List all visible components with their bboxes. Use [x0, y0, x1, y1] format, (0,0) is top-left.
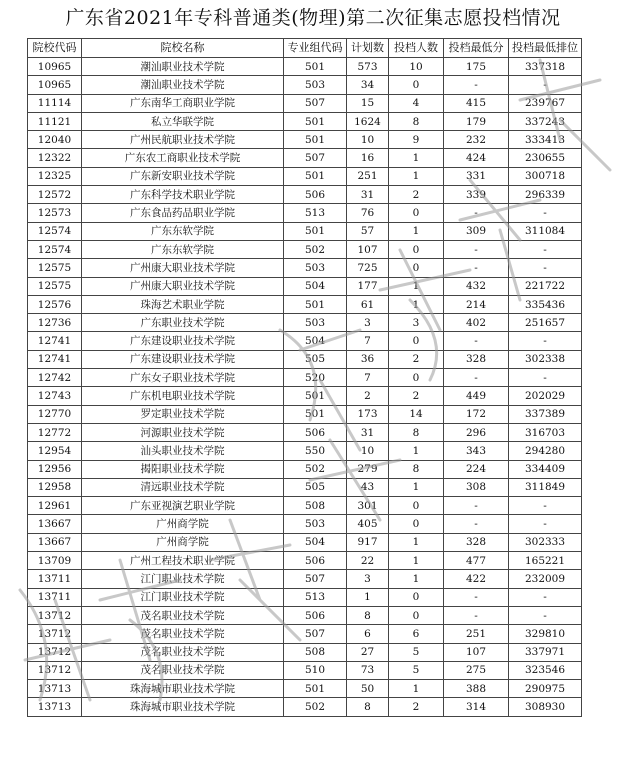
cell-school-code: 12742: [28, 369, 82, 387]
cell-major-group-code: 504: [284, 277, 347, 295]
cell-admitted-count: 8: [389, 423, 444, 441]
cell-school-code: 12772: [28, 423, 82, 441]
cell-min-score: 314: [444, 698, 509, 716]
cell-min-score: 328: [444, 350, 509, 368]
cell-school-code: 13667: [28, 515, 82, 533]
cell-min-rank: 333413: [509, 131, 582, 149]
table-row: [28, 515, 582, 533]
cell-admitted-count: 0: [389, 369, 444, 387]
cell-school-name: 广东食品药品职业学院: [82, 204, 284, 222]
cell-school-code: 12322: [28, 149, 82, 167]
cell-major-group-code: 510: [284, 661, 347, 679]
table-row: [28, 204, 582, 222]
cell-school-name: 茂名职业技术学院: [82, 643, 284, 661]
cell-min-score: 107: [444, 643, 509, 661]
cell-school-code: 13711: [28, 570, 82, 588]
cell-min-score: 477: [444, 552, 509, 570]
cell-min-rank: 302333: [509, 533, 582, 551]
cell-min-rank: 294280: [509, 442, 582, 460]
table-row: [28, 259, 582, 277]
cell-plan-count: 15: [347, 94, 389, 112]
table-row: [28, 131, 582, 149]
cell-major-group-code: 503: [284, 314, 347, 332]
cell-plan-count: 61: [347, 295, 389, 313]
cell-school-name: 潮汕职业技术学院: [82, 76, 284, 94]
cell-min-rank: 232009: [509, 570, 582, 588]
table-row: [28, 350, 582, 368]
cell-school-code: 12736: [28, 314, 82, 332]
cell-plan-count: 7: [347, 369, 389, 387]
table-row: [28, 369, 582, 387]
cell-school-code: 12741: [28, 350, 82, 368]
cell-school-name: 私立华联学院: [82, 112, 284, 130]
cell-admitted-count: 1: [389, 167, 444, 185]
table-row: [28, 112, 582, 130]
table-row: [28, 661, 582, 679]
cell-admitted-count: 0: [389, 497, 444, 515]
cell-min-rank: -: [509, 588, 582, 606]
cell-min-rank: 329810: [509, 625, 582, 643]
cell-admitted-count: 0: [389, 332, 444, 350]
cell-min-score: 432: [444, 277, 509, 295]
cell-school-code: 12575: [28, 259, 82, 277]
cell-plan-count: 107: [347, 240, 389, 258]
cell-min-score: 175: [444, 58, 509, 76]
cell-major-group-code: 520: [284, 369, 347, 387]
cell-admitted-count: 2: [389, 350, 444, 368]
cell-school-code: 12961: [28, 497, 82, 515]
cell-plan-count: 3: [347, 570, 389, 588]
cell-major-group-code: 505: [284, 478, 347, 496]
cell-plan-count: 1624: [347, 112, 389, 130]
cell-admitted-count: 0: [389, 606, 444, 624]
cell-admitted-count: 5: [389, 643, 444, 661]
cell-admitted-count: 1: [389, 277, 444, 295]
cell-min-rank: 337318: [509, 58, 582, 76]
cell-min-score: -: [444, 369, 509, 387]
cell-admitted-count: 1: [389, 552, 444, 570]
cell-school-code: 13709: [28, 552, 82, 570]
cell-school-code: 12741: [28, 332, 82, 350]
cell-min-score: -: [444, 204, 509, 222]
cell-min-rank: -: [509, 369, 582, 387]
cell-plan-count: 22: [347, 552, 389, 570]
cell-major-group-code: 502: [284, 240, 347, 258]
admission-table: [27, 38, 582, 717]
table-row: [28, 497, 582, 515]
cell-admitted-count: 3: [389, 314, 444, 332]
cell-admitted-count: 0: [389, 588, 444, 606]
cell-major-group-code: 507: [284, 94, 347, 112]
cell-major-group-code: 501: [284, 405, 347, 423]
cell-school-code: 13711: [28, 588, 82, 606]
cell-min-score: 296: [444, 423, 509, 441]
cell-min-rank: -: [509, 606, 582, 624]
cell-major-group-code: 550: [284, 442, 347, 460]
cell-school-name: 汕头职业技术学院: [82, 442, 284, 460]
cell-school-code: 12573: [28, 204, 82, 222]
cell-min-score: -: [444, 497, 509, 515]
table-row: [28, 94, 582, 112]
cell-school-name: 广东科学技术职业学院: [82, 186, 284, 204]
cell-plan-count: 27: [347, 643, 389, 661]
cell-min-score: 251: [444, 625, 509, 643]
cell-min-score: -: [444, 588, 509, 606]
cell-major-group-code: 507: [284, 625, 347, 643]
cell-min-rank: -: [509, 204, 582, 222]
cell-min-rank: 165221: [509, 552, 582, 570]
cell-plan-count: 50: [347, 680, 389, 698]
cell-min-score: -: [444, 332, 509, 350]
cell-min-score: 422: [444, 570, 509, 588]
header-plan-count: 计划数: [347, 39, 389, 58]
cell-min-rank: 311849: [509, 478, 582, 496]
cell-school-name: 潮汕职业技术学院: [82, 58, 284, 76]
cell-school-code: 13712: [28, 606, 82, 624]
cell-major-group-code: 506: [284, 606, 347, 624]
cell-min-score: 331: [444, 167, 509, 185]
cell-plan-count: 573: [347, 58, 389, 76]
cell-min-rank: 308930: [509, 698, 582, 716]
table-row: [28, 277, 582, 295]
table-row: [28, 643, 582, 661]
cell-plan-count: 10: [347, 442, 389, 460]
header-min-rank: 投档最低排位: [509, 39, 582, 58]
table-row: [28, 478, 582, 496]
cell-plan-count: 405: [347, 515, 389, 533]
header-school-name: 院校名称: [82, 39, 284, 58]
cell-school-name: 江门职业技术学院: [82, 570, 284, 588]
cell-school-name: 广东亚视演艺职业学院: [82, 497, 284, 515]
cell-min-score: -: [444, 606, 509, 624]
table-row: [28, 460, 582, 478]
cell-major-group-code: 513: [284, 204, 347, 222]
cell-admitted-count: 0: [389, 204, 444, 222]
header-admitted-count: 投档人数: [389, 39, 444, 58]
table-row: [28, 149, 582, 167]
cell-major-group-code: 506: [284, 423, 347, 441]
cell-admitted-count: 1: [389, 478, 444, 496]
cell-school-name: 广东职业技术学院: [82, 314, 284, 332]
cell-major-group-code: 502: [284, 698, 347, 716]
cell-plan-count: 917: [347, 533, 389, 551]
cell-admitted-count: 14: [389, 405, 444, 423]
cell-major-group-code: 503: [284, 259, 347, 277]
cell-plan-count: 36: [347, 350, 389, 368]
cell-school-name: 广东建设职业技术学院: [82, 332, 284, 350]
cell-major-group-code: 501: [284, 680, 347, 698]
cell-plan-count: 279: [347, 460, 389, 478]
cell-school-name: 清远职业技术学院: [82, 478, 284, 496]
table-row: [28, 625, 582, 643]
cell-admitted-count: 1: [389, 295, 444, 313]
cell-min-rank: 311084: [509, 222, 582, 240]
cell-school-code: 11114: [28, 94, 82, 112]
cell-plan-count: 1: [347, 588, 389, 606]
cell-admitted-count: 4: [389, 94, 444, 112]
cell-min-rank: 221722: [509, 277, 582, 295]
cell-min-score: -: [444, 76, 509, 94]
cell-plan-count: 6: [347, 625, 389, 643]
table-row: [28, 222, 582, 240]
cell-school-code: 12325: [28, 167, 82, 185]
cell-school-name: 茂名职业技术学院: [82, 661, 284, 679]
cell-school-code: 12572: [28, 186, 82, 204]
cell-school-name: 广东女子职业技术学院: [82, 369, 284, 387]
cell-school-code: 13712: [28, 643, 82, 661]
cell-min-rank: -: [509, 332, 582, 350]
cell-min-score: 343: [444, 442, 509, 460]
cell-plan-count: 31: [347, 423, 389, 441]
table-row: [28, 588, 582, 606]
cell-plan-count: 8: [347, 606, 389, 624]
cell-major-group-code: 501: [284, 58, 347, 76]
cell-school-code: 12576: [28, 295, 82, 313]
cell-admitted-count: 2: [389, 387, 444, 405]
table-row: [28, 295, 582, 313]
cell-school-name: 广东东软学院: [82, 240, 284, 258]
cell-school-name: 广州康大职业技术学院: [82, 259, 284, 277]
table-row: [28, 314, 582, 332]
cell-min-score: 449: [444, 387, 509, 405]
cell-major-group-code: 504: [284, 533, 347, 551]
table-row: [28, 76, 582, 94]
cell-school-code: 13667: [28, 533, 82, 551]
cell-admitted-count: 0: [389, 240, 444, 258]
cell-admitted-count: 10: [389, 58, 444, 76]
cell-school-name: 广东农工商职业技术学院: [82, 149, 284, 167]
cell-plan-count: 725: [347, 259, 389, 277]
cell-major-group-code: 507: [284, 149, 347, 167]
cell-min-rank: 202029: [509, 387, 582, 405]
cell-school-code: 10965: [28, 58, 82, 76]
table-row: [28, 442, 582, 460]
cell-school-name: 广东南华工商职业学院: [82, 94, 284, 112]
cell-min-score: 424: [444, 149, 509, 167]
cell-min-score: 339: [444, 186, 509, 204]
cell-min-rank: 335436: [509, 295, 582, 313]
cell-major-group-code: 506: [284, 186, 347, 204]
cell-admitted-count: 5: [389, 661, 444, 679]
table-row: [28, 423, 582, 441]
page-title: 广东省2021年专科普通类(物理)第二次征集志愿投档情况: [65, 7, 561, 29]
cell-min-rank: 337243: [509, 112, 582, 130]
cell-major-group-code: 508: [284, 497, 347, 515]
cell-min-rank: 337389: [509, 405, 582, 423]
cell-min-score: 308: [444, 478, 509, 496]
cell-admitted-count: 0: [389, 515, 444, 533]
cell-school-code: 12575: [28, 277, 82, 295]
cell-school-name: 珠海城市职业技术学院: [82, 698, 284, 716]
cell-plan-count: 3: [347, 314, 389, 332]
cell-major-group-code: 501: [284, 222, 347, 240]
cell-major-group-code: 507: [284, 570, 347, 588]
cell-min-score: 232: [444, 131, 509, 149]
table-row: [28, 186, 582, 204]
table-row: [28, 606, 582, 624]
table-row: [28, 58, 582, 76]
cell-admitted-count: 1: [389, 222, 444, 240]
cell-min-score: -: [444, 515, 509, 533]
cell-min-score: 402: [444, 314, 509, 332]
cell-major-group-code: 508: [284, 643, 347, 661]
cell-school-code: 12956: [28, 460, 82, 478]
table-body: [28, 58, 582, 717]
cell-school-name: 江门职业技术学院: [82, 588, 284, 606]
table-row: [28, 680, 582, 698]
cell-school-name: 广东建设职业技术学院: [82, 350, 284, 368]
cell-admitted-count: 8: [389, 460, 444, 478]
cell-min-rank: 323546: [509, 661, 582, 679]
cell-school-code: 13712: [28, 661, 82, 679]
cell-major-group-code: 513: [284, 588, 347, 606]
cell-min-score: -: [444, 240, 509, 258]
cell-major-group-code: 502: [284, 460, 347, 478]
cell-min-score: 328: [444, 533, 509, 551]
cell-school-name: 广州商学院: [82, 515, 284, 533]
cell-min-score: 172: [444, 405, 509, 423]
cell-min-rank: 302338: [509, 350, 582, 368]
cell-school-name: 广州工程技术职业学院: [82, 552, 284, 570]
cell-school-code: 10965: [28, 76, 82, 94]
cell-major-group-code: 501: [284, 167, 347, 185]
cell-min-score: 179: [444, 112, 509, 130]
cell-min-score: -: [444, 259, 509, 277]
cell-school-name: 茂名职业技术学院: [82, 625, 284, 643]
cell-school-code: 13712: [28, 625, 82, 643]
cell-school-name: 河源职业技术学院: [82, 423, 284, 441]
table-row: [28, 240, 582, 258]
cell-major-group-code: 501: [284, 295, 347, 313]
cell-school-name: 广东东软学院: [82, 222, 284, 240]
cell-plan-count: 177: [347, 277, 389, 295]
cell-min-rank: 230655: [509, 149, 582, 167]
cell-plan-count: 10: [347, 131, 389, 149]
cell-school-code: 12958: [28, 478, 82, 496]
cell-school-code: 12574: [28, 240, 82, 258]
cell-plan-count: 73: [347, 661, 389, 679]
cell-major-group-code: 503: [284, 515, 347, 533]
cell-school-name: 广州民航职业技术学院: [82, 131, 284, 149]
cell-min-rank: -: [509, 259, 582, 277]
table-row: [28, 570, 582, 588]
cell-admitted-count: 2: [389, 698, 444, 716]
cell-min-score: 224: [444, 460, 509, 478]
cell-major-group-code: 505: [284, 350, 347, 368]
cell-min-score: 214: [444, 295, 509, 313]
cell-major-group-code: 503: [284, 76, 347, 94]
cell-major-group-code: 506: [284, 552, 347, 570]
cell-admitted-count: 1: [389, 533, 444, 551]
cell-admitted-count: 1: [389, 149, 444, 167]
cell-school-name: 广州商学院: [82, 533, 284, 551]
cell-min-rank: 239767: [509, 94, 582, 112]
cell-min-rank: 316703: [509, 423, 582, 441]
cell-plan-count: 8: [347, 698, 389, 716]
cell-plan-count: 301: [347, 497, 389, 515]
cell-min-score: 388: [444, 680, 509, 698]
cell-school-code: 12040: [28, 131, 82, 149]
cell-min-rank: 300718: [509, 167, 582, 185]
cell-min-rank: 337971: [509, 643, 582, 661]
cell-plan-count: 43: [347, 478, 389, 496]
cell-school-name: 广州康大职业技术学院: [82, 277, 284, 295]
cell-school-code: 12743: [28, 387, 82, 405]
cell-min-rank: -: [509, 515, 582, 533]
cell-school-code: 12574: [28, 222, 82, 240]
cell-min-rank: -: [509, 497, 582, 515]
cell-major-group-code: 501: [284, 387, 347, 405]
cell-school-name: 珠海艺术职业学院: [82, 295, 284, 313]
cell-plan-count: 16: [347, 149, 389, 167]
cell-plan-count: 31: [347, 186, 389, 204]
cell-plan-count: 173: [347, 405, 389, 423]
cell-school-code: 12770: [28, 405, 82, 423]
cell-min-rank: -: [509, 76, 582, 94]
cell-min-rank: 251657: [509, 314, 582, 332]
cell-major-group-code: 504: [284, 332, 347, 350]
cell-admitted-count: 0: [389, 76, 444, 94]
cell-min-rank: 290975: [509, 680, 582, 698]
cell-plan-count: 2: [347, 387, 389, 405]
cell-school-code: 11121: [28, 112, 82, 130]
header-min-score: 投档最低分: [444, 39, 509, 58]
cell-major-group-code: 501: [284, 112, 347, 130]
cell-min-rank: 334409: [509, 460, 582, 478]
cell-min-score: 309: [444, 222, 509, 240]
cell-admitted-count: 1: [389, 442, 444, 460]
cell-admitted-count: 0: [389, 259, 444, 277]
cell-plan-count: 76: [347, 204, 389, 222]
cell-major-group-code: 501: [284, 131, 347, 149]
table-row: [28, 533, 582, 551]
table-row: [28, 405, 582, 423]
header-major-group-code: 专业组代码: [284, 39, 347, 58]
cell-min-score: 415: [444, 94, 509, 112]
cell-plan-count: 251: [347, 167, 389, 185]
cell-school-name: 揭阳职业技术学院: [82, 460, 284, 478]
table-row: [28, 698, 582, 716]
table-row: [28, 332, 582, 350]
table-row: [28, 167, 582, 185]
cell-school-name: 茂名职业技术学院: [82, 606, 284, 624]
cell-admitted-count: 8: [389, 112, 444, 130]
cell-admitted-count: 1: [389, 680, 444, 698]
cell-plan-count: 34: [347, 76, 389, 94]
cell-plan-count: 57: [347, 222, 389, 240]
cell-admitted-count: 1: [389, 570, 444, 588]
table-header-row: [28, 39, 582, 58]
cell-min-rank: 296339: [509, 186, 582, 204]
cell-min-rank: -: [509, 240, 582, 258]
table-row: [28, 387, 582, 405]
cell-admitted-count: 9: [389, 131, 444, 149]
cell-min-score: 275: [444, 661, 509, 679]
cell-school-code: 13713: [28, 698, 82, 716]
cell-school-code: 12954: [28, 442, 82, 460]
cell-school-name: 珠海城市职业技术学院: [82, 680, 284, 698]
cell-admitted-count: 2: [389, 186, 444, 204]
cell-school-name: 罗定职业技术学院: [82, 405, 284, 423]
cell-school-name: 广东新安职业技术学院: [82, 167, 284, 185]
header-school-code: 院校代码: [28, 39, 82, 58]
cell-school-name: 广东机电职业技术学院: [82, 387, 284, 405]
cell-plan-count: 7: [347, 332, 389, 350]
cell-admitted-count: 6: [389, 625, 444, 643]
cell-school-code: 13713: [28, 680, 82, 698]
table-row: [28, 552, 582, 570]
